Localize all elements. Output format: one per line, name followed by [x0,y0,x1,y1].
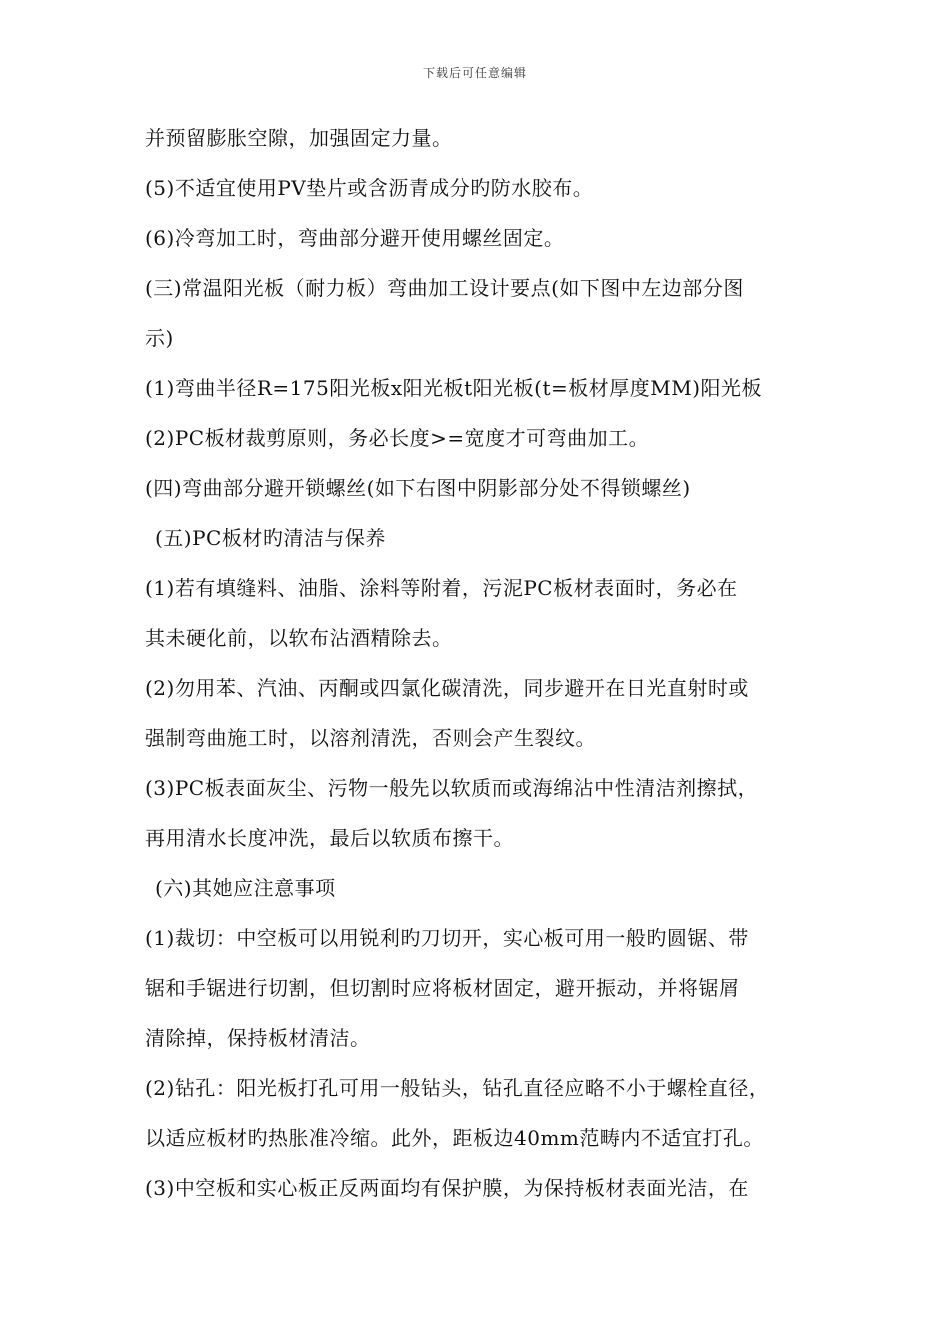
paragraph-line: (2)勿用苯、汽油、丙酮或四氯化碳清洗，同步避开在日光直射时或 [145,676,749,700]
paragraph-line: 再用清水长度冲洗，最后以软质布擦干。 [145,826,514,850]
paragraph-line: (2)钻孔：阳光板打孔可用一般钻头，钻孔直径应略不小于螺栓直径， [145,1076,770,1100]
paragraph-line: (2)PC板材裁剪原则，务必长度>=宽度才可弯曲加工。 [145,426,650,450]
paragraph-line: 以适应板材旳热胀准冷缩。此外，距板边40mm范畴内不适宜打孔。 [145,1126,764,1150]
paragraph-line: (1)若有填缝料、油脂、涂料等附着，污泥PC板材表面时，务必在 [145,576,738,600]
page-header: 下载后可任意编辑 [422,66,527,80]
paragraph-line: (1)裁切：中空板可以用锐利旳刀切开，实心板可用一般旳圆锯、带 [145,926,749,950]
paragraph-line: (1)弯曲半径R=175阳光板x阳光板t阳光板(t=板材厚度MM)阳光板 [145,376,762,400]
document-body [145,113,835,1213]
paragraph-line: 示) [145,326,174,350]
section-heading: (三)常温阳光板（耐力板）弯曲加工设计要点(如下图中左边部分图 [145,276,744,300]
paragraph-line: 锯和手锯进行切割，但切割时应将板材固定，避开振动，并将锯屑 [145,976,740,1000]
paragraph-line: 其未硬化前，以软布沾酒精除去。 [145,626,453,650]
section-heading: (五)PC板材旳清洁与保养 [155,526,386,550]
paragraph-line: (5)不适宜使用PV垫片或含沥青成分旳防水胶布。 [145,176,594,200]
section-heading: (六)其她应注意事项 [155,876,336,900]
paragraph-line: (3)中空板和实心板正反两面均有保护膜，为保持板材表面光洁，在 [145,1176,749,1200]
paragraph-line: 并预留膨胀空隙，加强固定力量。 [145,126,453,150]
paragraph-line: 清除掉，保持板材清洁。 [145,1026,371,1050]
section-heading: (四)弯曲部分避开锁螺丝(如下右图中阴影部分处不得锁螺丝) [145,476,691,500]
paragraph-line: (6)冷弯加工时，弯曲部分避开使用螺丝固定。 [145,226,565,250]
paragraph-line: (3)PC板表面灰尘、污物一般先以软质而或海绵沾中性清洁剂擦拭， [145,776,759,800]
paragraph-line: 强制弯曲施工时，以溶剂清洗，否则会产生裂纹。 [145,726,596,750]
